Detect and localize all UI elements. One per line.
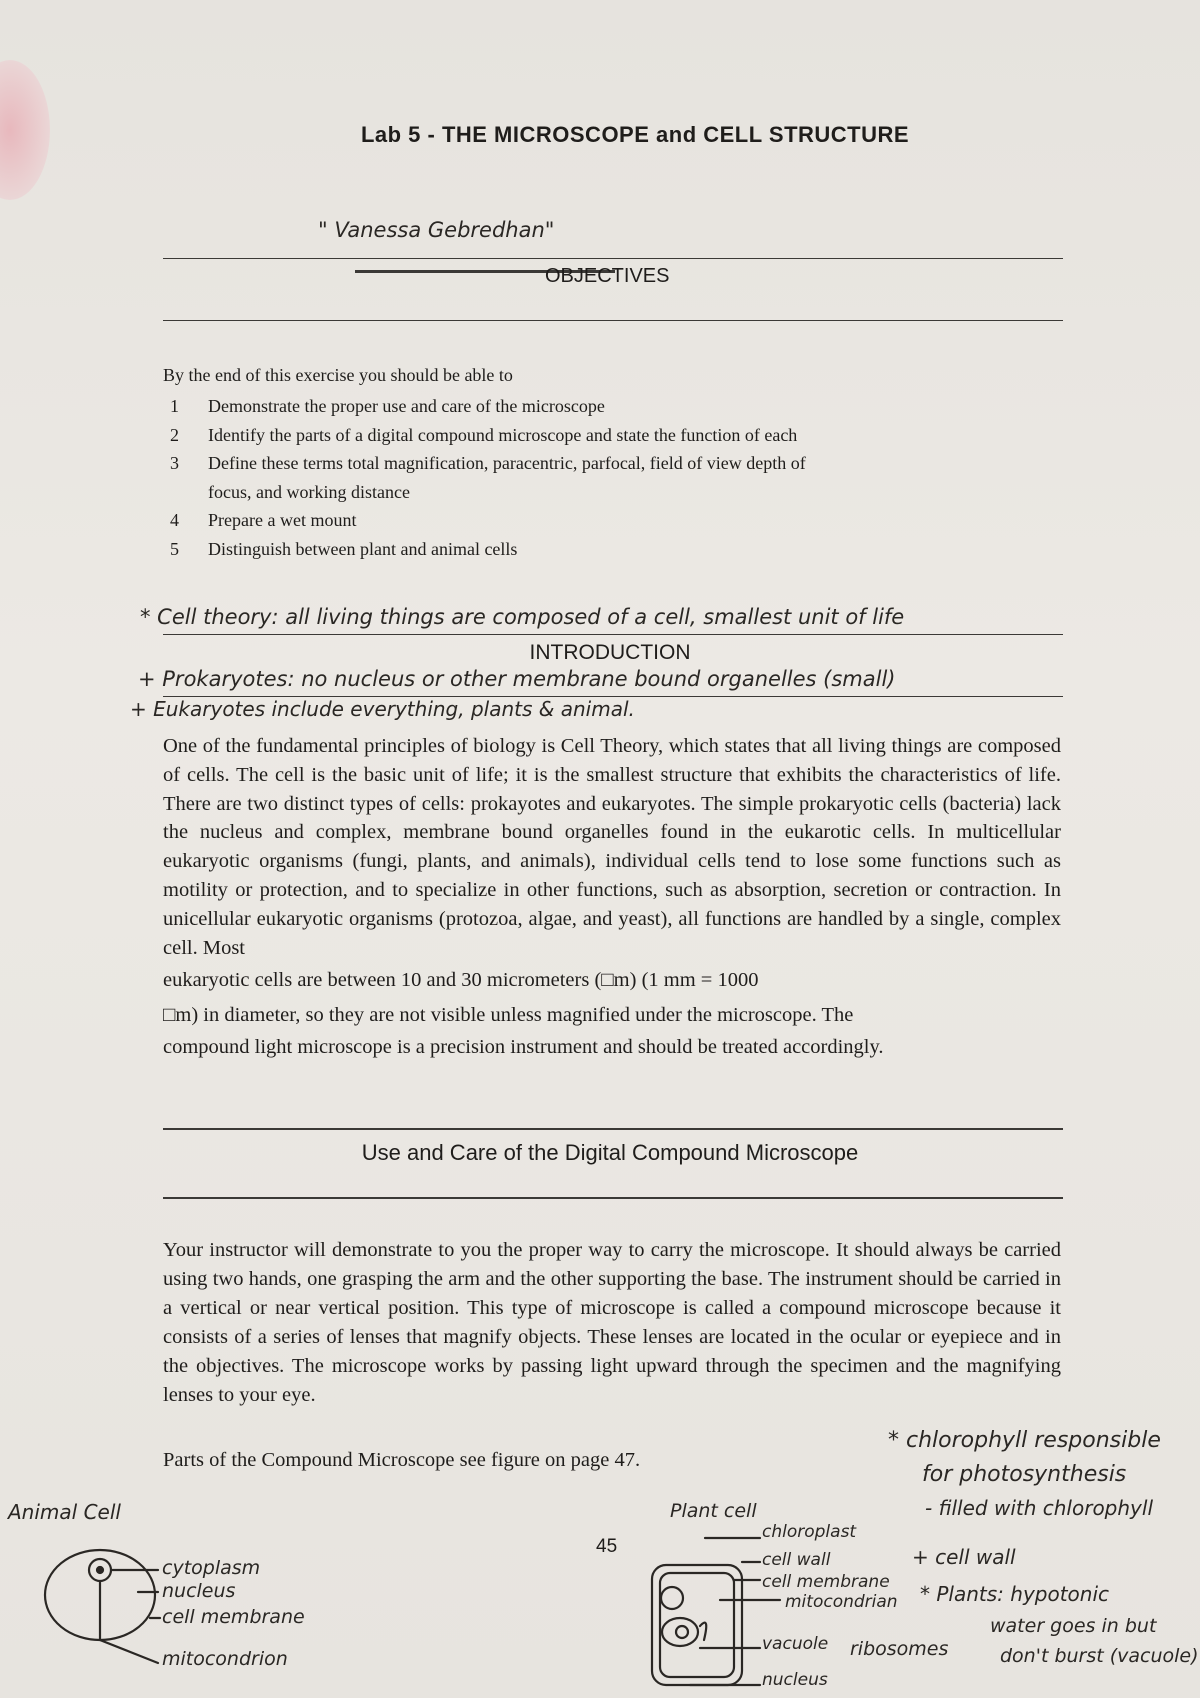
objective-item: 5 Distinguish between plant and animal cells xyxy=(170,538,518,559)
plant-part-cell-wall: cell wall xyxy=(762,1550,831,1570)
lab-title: Lab 5 - THE MICROSCOPE and CELL STRUCTURE xyxy=(360,122,910,147)
plant-part-nucleus: nucleus xyxy=(762,1670,828,1690)
plant-cell-chloroplast-drawing xyxy=(661,1587,683,1609)
use-and-care-heading: Use and Care of the Digital Compound Microscope xyxy=(361,1140,859,1165)
plant-part-chloroplast: chloroplast xyxy=(762,1522,857,1542)
parts-line: Parts of the Compound Microscope see figure on page 47. xyxy=(163,1449,641,1471)
objective-item: 3 Define these terms total magnification, paracentric, parfocal, field of view depth of xyxy=(170,453,806,473)
introduction-heading: INTRODUCTION xyxy=(529,641,691,664)
objectives-intro: By the end of this exercise you should be able to xyxy=(163,365,513,385)
introduction-line-c: compound light microscope is a precision instrument and should be treated accordingly. xyxy=(163,1036,884,1058)
use-and-care-paragraph: Your instructor will demonstrate to you the proper way to carry the microscope. It should always be carried using two hands, one grasping the arm and the other supporting the base. The instrument should be carried in a vertical or near vertical position. This type of microscope is called a compound microscope because it consists of a series of lenses that magnify objects. These lenses are located in the ocular or eyepiece and in the objectives. The microscope works by passing light upward through the specimen and the magnifying lenses to your eye. xyxy=(163,1239,1061,1406)
plant-part-ribosomes: ribosomes xyxy=(850,1638,949,1660)
objective-item: 1 Demonstrate the proper use and care of the microscope xyxy=(170,396,605,416)
note-cell-wall: + cell wall xyxy=(912,1545,1016,1569)
introduction-line-b: □m) in diameter, so they are not visible unless magnified under the microscope. The xyxy=(163,1004,854,1026)
note-prokaryotes: + Prokaryotes: no nucleus or other membrane bound organelles (small) xyxy=(138,667,896,691)
note-photosynthesis: for photosynthesis xyxy=(922,1462,1127,1487)
objective-item: 2 Identify the parts of a digital compound microscope and state the function of each xyxy=(170,424,798,445)
note-filled-chlorophyll: - filled with chlorophyll xyxy=(925,1496,1153,1520)
objective-item: 4 Prepare a wet mount xyxy=(170,510,357,530)
plant-part-cell-membrane: cell membrane xyxy=(762,1572,890,1592)
plant-part-vacuole: vacuole xyxy=(762,1634,829,1654)
note-eukaryotes: + Eukaryotes include everything, plants & animal. xyxy=(130,697,635,721)
objectives-heading: OBJECTIVES xyxy=(545,265,670,287)
note-dont-burst: don't burst (vacuole) xyxy=(1000,1645,1199,1667)
animal-cell-label: Animal Cell xyxy=(8,1500,121,1524)
animal-part-mitocondrion: mitocondrion xyxy=(162,1648,288,1670)
plant-cell-label: Plant cell xyxy=(670,1500,757,1522)
plant-cell-vacuole-drawing xyxy=(662,1618,698,1646)
introduction-line-a: eukaryotic cells are between 10 and 30 micrometers (□m) (1 mm = 1000 xyxy=(163,969,759,991)
note-cell-theory: * Cell theory: all living things are composed of a cell, smallest unit of life xyxy=(140,605,905,629)
objective-item: focus, and working distance xyxy=(208,481,410,502)
note-chlorophyll: * chlorophyll responsible xyxy=(888,1428,1161,1453)
student-name: " Vanessa Gebredhan" xyxy=(318,218,555,242)
note-hypotonic: * Plants: hypotonic xyxy=(920,1582,1110,1606)
note-water-goes-in: water goes in but xyxy=(990,1615,1157,1637)
page-number: 45 xyxy=(596,1536,618,1557)
animal-part-cytoplasm: cytoplasm xyxy=(162,1557,261,1579)
animal-part-cell-membrane: cell membrane xyxy=(162,1606,305,1628)
animal-part-nucleus: nucleus xyxy=(162,1580,236,1602)
plant-part-mitocondrian: mitocondrian xyxy=(785,1592,898,1612)
introduction-paragraph: One of the fundamental principles of biology is Cell Theory, which states that all living things are composed of cells. The cell is the basic unit of life; it is the smallest structure that exhibits the characteristics of life. There are two distinct types of cells: prokayotes and eukaryotes. The simple prokaryotic cells (bacteria) lack the nucleus and complex, membrane bound organelles found in the eukarotic cells. In multicellular eukaryotic organisms (fungi, plants, and animals), individual cells tend to lose some functions such as motility or protection, and to specialize in other functions, such as absorption, secretion or contraction. In unicellular eukaryotic organisms (protozoa, algae, and yeast), all functions are handled by a single, complex cell. Most xyxy=(163,735,1061,959)
